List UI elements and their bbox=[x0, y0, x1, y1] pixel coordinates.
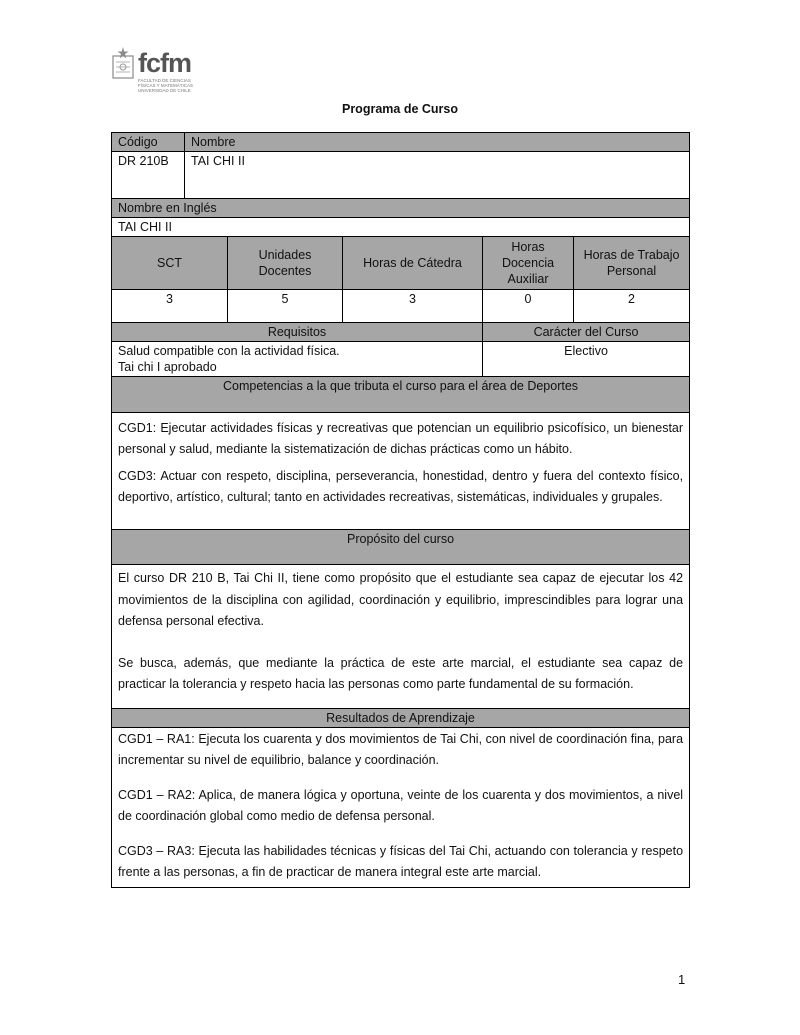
outcomes-header: Resultados de Aprendizaje bbox=[112, 709, 690, 728]
competencies-body bbox=[112, 413, 690, 530]
competencies-header: Competencias a la que tributa el curso para el área de Deportes bbox=[112, 377, 690, 413]
course-code: DR 210B bbox=[112, 152, 185, 199]
outcomes-body bbox=[112, 728, 690, 888]
credits-value-auxiliary-hours: 0 bbox=[483, 290, 574, 323]
requirements-list bbox=[112, 342, 483, 377]
logo-tagline: FACULTAD DE CIENCIAS FÍSICAS Y MATEMÁTICAS UNIVERSIDAD DE CHILE bbox=[138, 78, 194, 93]
page-number: 1 bbox=[678, 972, 686, 987]
requirement-item: Salud compatible con la actividad física. bbox=[118, 344, 340, 358]
credits-header-sct: SCT bbox=[112, 237, 228, 290]
course-character-header: Carácter del Curso bbox=[483, 323, 690, 342]
english-name: TAI CHI II bbox=[112, 218, 690, 237]
credits-header-auxiliary-hours: Horas Docencia Auxiliar bbox=[483, 237, 574, 290]
requirements-header: Requisitos bbox=[112, 323, 483, 342]
course-name: TAI CHI II bbox=[185, 152, 690, 199]
course-character-value: Electivo bbox=[483, 342, 690, 377]
purpose-body bbox=[112, 565, 690, 709]
name-header: Nombre bbox=[185, 133, 690, 152]
credits-value-personal-hours: 2 bbox=[574, 290, 690, 323]
page-title: Programa de Curso bbox=[341, 102, 458, 116]
credits-header-personal-hours: Horas de Trabajo Personal bbox=[574, 237, 690, 290]
university-seal-icon bbox=[110, 46, 136, 80]
credits-header-units: Unidades Docentes bbox=[228, 237, 343, 290]
english-name-header: Nombre en Inglés bbox=[112, 199, 690, 218]
purpose-paragraph: El curso DR 210 B, Tai Chi II, tiene como propósito que el estudiante sea capaz de ejecutar los 42 movimientos de la disciplina con agilidad, coordinación y equilibrio, imprescindibles para lograr una defensa personal efectiva. bbox=[118, 571, 684, 628]
outcome-item: CGD1 – RA1: Ejecuta los cuarenta y dos movimientos de Tai Chi, con nivel de coordinación fina, para incrementar su nivel de equilibrio, balance y coordinación. bbox=[118, 732, 684, 767]
credits-value-units: 5 bbox=[228, 290, 343, 323]
purpose-paragraph: Se busca, además, que mediante la práctica de este arte marcial, el estudiante sea capaz de practicar la tolerancia y respeto hacia las personas como parte fundamental de su formación. bbox=[118, 655, 684, 691]
credits-header-lecture-hours: Horas de Cátedra bbox=[343, 237, 483, 290]
outcome-item: CGD3 – RA3: Ejecuta las habilidades técnicas y físicas del Tai Chi, actuando con tolerancia y respeto frente a las personas, a fin de practicar de manera integral este arte marcial. bbox=[118, 844, 684, 879]
outcome-item: CGD1 – RA2: Aplica, de manera lógica y oportuna, veinte de los cuarenta y dos movimientos, a nivel de coordinación global como medio de defensa personal. bbox=[118, 788, 684, 823]
credits-value-sct: 3 bbox=[112, 290, 228, 323]
code-header: Código bbox=[112, 133, 185, 152]
requirement-item: Tai chi I aprobado bbox=[118, 360, 217, 374]
logo-wordmark: fcfm bbox=[138, 48, 192, 78]
course-program-table bbox=[111, 132, 690, 888]
competency-item: CGD3: Actuar con respeto, disciplina, perseverancia, honestidad, dentro y fuera del contexto físico, deportivo, artístico, cultural; tanto en actividades recreativas, sistemáticas, individuales y grupales. bbox=[118, 469, 684, 504]
fcfm-logo bbox=[110, 46, 202, 100]
credits-value-lecture-hours: 3 bbox=[343, 290, 483, 323]
purpose-header: Propósito del curso bbox=[112, 530, 690, 565]
competency-item: CGD1: Ejecutar actividades físicas y recreativas que potencian un equilibrio psicofísico, un bienestar personal y salud, mediante la sistematización de dichas prácticas como un hábito. bbox=[118, 421, 684, 456]
